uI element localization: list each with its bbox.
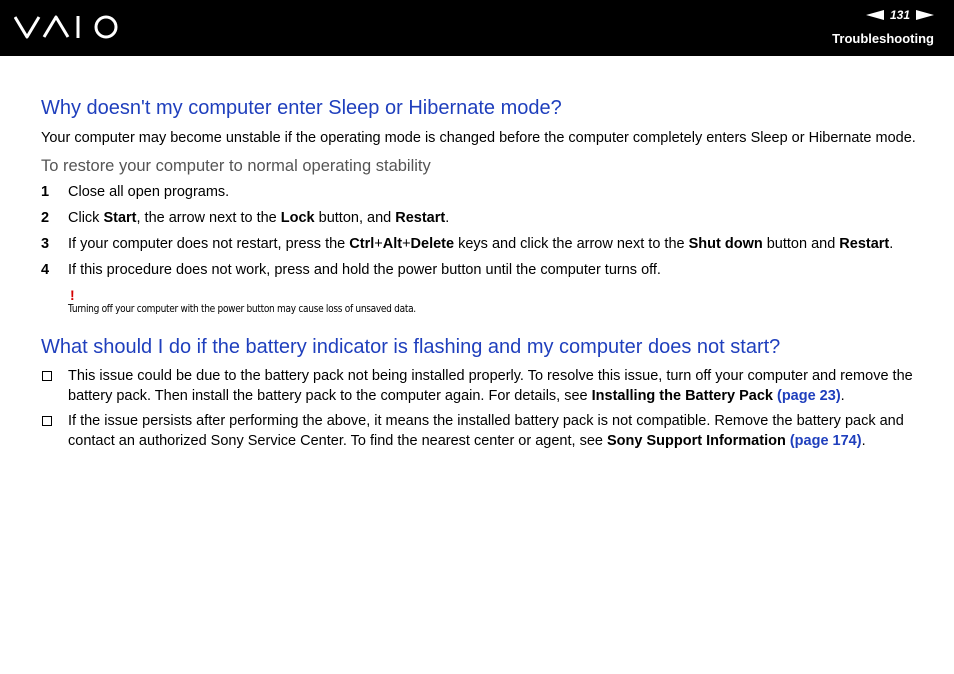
sony-support-reference: Sony Support Information <box>606 433 786 449</box>
step-number: 3 <box>41 236 50 252</box>
section-name: Troubleshooting <box>832 31 934 46</box>
battery-indicator-heading: What should I do if the battery indicator is flashing and my computer does not start? <box>41 336 781 358</box>
vaio-logo-icon <box>14 14 120 40</box>
plus-sign: + <box>402 236 411 252</box>
step-1 <box>41 182 921 202</box>
step-text: button and <box>762 236 840 252</box>
installing-battery-reference: Installing the Battery Pack <box>591 388 773 404</box>
step-number: 2 <box>41 210 50 226</box>
shut-down-label: Shut down <box>688 236 763 252</box>
page-header <box>0 0 954 56</box>
page-23-link[interactable]: (page 23) <box>776 388 841 404</box>
step-text: If your computer does not restart, press the <box>68 236 350 252</box>
checkbox-bullet-icon <box>42 416 52 426</box>
warning-note <box>41 288 921 316</box>
step-text: button, and <box>314 210 396 226</box>
step-text: Close all open programs. <box>68 184 230 200</box>
item-text: . <box>861 433 866 449</box>
step-3 <box>41 234 921 254</box>
warning-text: Turning off your computer with the power button may cause loss of unsaved data. <box>68 303 416 315</box>
step-text: keys and click the arrow next to the <box>454 236 689 252</box>
plus-sign: + <box>374 236 383 252</box>
step-number: 4 <box>41 262 50 278</box>
step-number: 1 <box>41 184 50 200</box>
delete-key: Delete <box>410 236 455 252</box>
list-item <box>41 366 921 406</box>
vaio-logo <box>14 14 120 45</box>
step-text: . <box>445 210 450 226</box>
arrow-left-icon[interactable] <box>866 10 884 20</box>
item-text: . <box>840 388 845 404</box>
list-item <box>41 411 921 451</box>
step-text: , the arrow next to the <box>136 210 281 226</box>
page-174-link[interactable]: (page 174) <box>789 433 862 449</box>
checkbox-bullet-icon <box>42 371 52 381</box>
item-text: If the issue persists after performing the above, it means the installed battery pack is not compatible. Remove the battery pack and contact an authorized Sony Service Center. To find the nearest center or agent, see <box>68 413 904 449</box>
restart-label: Restart <box>839 236 890 252</box>
warning-icon: ! <box>70 287 75 303</box>
restart-label: Restart <box>395 210 446 226</box>
arrow-right-icon[interactable] <box>916 10 934 20</box>
intro-paragraph: Your computer may become unstable if the operating mode is changed before the computer completely enters Sleep or Hibernate mode. <box>41 130 916 146</box>
item-text: This issue could be due to the battery pack not being installed properly. To resolve this issue, turn off your computer and remove the battery pack. Then install the battery pack to the computer again. For details, see <box>68 368 913 404</box>
step-4 <box>41 260 921 280</box>
step-text: If this procedure does not work, press and hold the power button until the computer turns off. <box>68 262 661 278</box>
step-2 <box>41 208 921 228</box>
alt-key: Alt <box>382 236 403 252</box>
ctrl-key: Ctrl <box>349 236 375 252</box>
start-label: Start <box>103 210 137 226</box>
sleep-hibernate-heading: Why doesn't my computer enter Sleep or Hibernate mode? <box>41 97 562 119</box>
step-text: . <box>889 236 894 252</box>
page-content <box>41 93 921 451</box>
procedure-subheading: To restore your computer to normal operating stability <box>41 157 431 175</box>
page-navigation <box>866 7 934 23</box>
page-number: 131 <box>889 8 910 22</box>
step-text: Click <box>68 210 104 226</box>
lock-label: Lock <box>280 210 315 226</box>
